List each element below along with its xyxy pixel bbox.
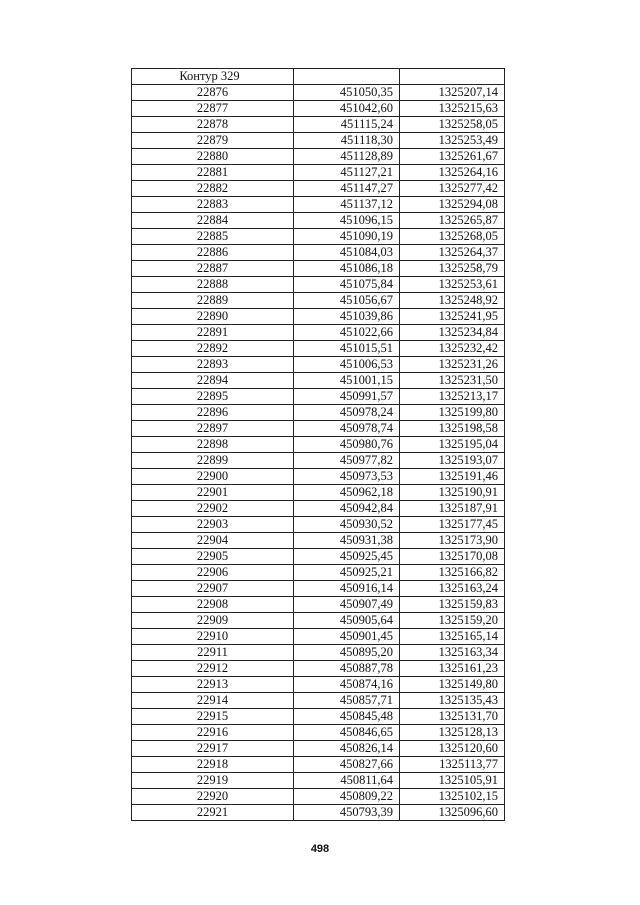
- point-number-cell: 22879: [132, 133, 294, 149]
- y-coordinate-cell: 1325170,08: [400, 549, 505, 565]
- point-number-cell: 22893: [132, 357, 294, 373]
- point-number-cell: 22902: [132, 501, 294, 517]
- point-number-cell: 22920: [132, 789, 294, 805]
- y-coordinate-cell: 1325213,17: [400, 389, 505, 405]
- table-row: [132, 85, 505, 101]
- x-coordinate-cell: 450793,39: [294, 805, 400, 821]
- point-number-cell: 22898: [132, 437, 294, 453]
- x-coordinate-cell: 451039,86: [294, 309, 400, 325]
- contour-title: Контур 329: [132, 69, 294, 85]
- table-row: [132, 805, 505, 821]
- point-number-cell: 22918: [132, 757, 294, 773]
- x-coordinate-cell: 451056,67: [294, 293, 400, 309]
- table-row: [132, 661, 505, 677]
- y-coordinate-cell: 1325166,82: [400, 565, 505, 581]
- point-number-cell: 22887: [132, 261, 294, 277]
- point-number-cell: 22882: [132, 181, 294, 197]
- point-number-cell: 22881: [132, 165, 294, 181]
- table-row: [132, 629, 505, 645]
- x-coordinate-cell: 450901,45: [294, 629, 400, 645]
- x-coordinate-cell: 451090,19: [294, 229, 400, 245]
- point-number-cell: 22910: [132, 629, 294, 645]
- point-number-cell: 22917: [132, 741, 294, 757]
- y-coordinate-cell: 1325105,91: [400, 773, 505, 789]
- x-coordinate-cell: 450907,49: [294, 597, 400, 613]
- y-coordinate-cell: 1325131,70: [400, 709, 505, 725]
- x-coordinate-cell: 450930,52: [294, 517, 400, 533]
- point-number-cell: 22912: [132, 661, 294, 677]
- point-number-cell: 22889: [132, 293, 294, 309]
- x-coordinate-cell: 450905,64: [294, 613, 400, 629]
- coordinates-table: [131, 68, 505, 821]
- point-number-cell: 22908: [132, 597, 294, 613]
- y-coordinate-cell: 1325191,46: [400, 469, 505, 485]
- page-number: 498: [310, 843, 330, 855]
- x-coordinate-cell: 451147,27: [294, 181, 400, 197]
- x-coordinate-cell: 451015,51: [294, 341, 400, 357]
- x-coordinate-cell: 450826,14: [294, 741, 400, 757]
- y-coordinate-cell: 1325215,63: [400, 101, 505, 117]
- point-number-cell: 22891: [132, 325, 294, 341]
- point-number-cell: 22901: [132, 485, 294, 501]
- x-coordinate-cell: 450811,64: [294, 773, 400, 789]
- y-coordinate-cell: 1325258,05: [400, 117, 505, 133]
- y-coordinate-cell: 1325258,79: [400, 261, 505, 277]
- table-row: [132, 549, 505, 565]
- y-coordinate-cell: 1325135,43: [400, 693, 505, 709]
- table-row: [132, 421, 505, 437]
- x-coordinate-cell: 451075,84: [294, 277, 400, 293]
- y-coordinate-cell: 1325231,50: [400, 373, 505, 389]
- point-number-cell: 22884: [132, 213, 294, 229]
- y-coordinate-cell: 1325277,42: [400, 181, 505, 197]
- x-coordinate-cell: 451137,12: [294, 197, 400, 213]
- table-header-row: [132, 69, 505, 85]
- table-row: [132, 149, 505, 165]
- point-number-cell: 22909: [132, 613, 294, 629]
- point-number-cell: 22897: [132, 421, 294, 437]
- y-coordinate-cell: 1325207,14: [400, 85, 505, 101]
- point-number-cell: 22921: [132, 805, 294, 821]
- y-coordinate-cell: 1325253,49: [400, 133, 505, 149]
- y-coordinate-cell: 1325161,23: [400, 661, 505, 677]
- x-coordinate-cell: 450809,22: [294, 789, 400, 805]
- table-row: [132, 389, 505, 405]
- point-number-cell: 22904: [132, 533, 294, 549]
- y-coordinate-cell: 1325163,24: [400, 581, 505, 597]
- table-row: [132, 773, 505, 789]
- point-number-cell: 22907: [132, 581, 294, 597]
- point-number-cell: 22890: [132, 309, 294, 325]
- point-number-cell: 22899: [132, 453, 294, 469]
- table-row: [132, 261, 505, 277]
- y-coordinate-cell: 1325241,95: [400, 309, 505, 325]
- point-number-cell: 22895: [132, 389, 294, 405]
- table-row: [132, 373, 505, 389]
- point-number-cell: 22883: [132, 197, 294, 213]
- x-coordinate-cell: 450942,84: [294, 501, 400, 517]
- point-number-cell: 22913: [132, 677, 294, 693]
- table-row: [132, 117, 505, 133]
- point-number-cell: 22880: [132, 149, 294, 165]
- x-coordinate-cell: 450846,65: [294, 725, 400, 741]
- table-row: [132, 213, 505, 229]
- x-coordinate-cell: 450916,14: [294, 581, 400, 597]
- x-coordinate-cell: 450973,53: [294, 469, 400, 485]
- x-coordinate-cell: 451001,15: [294, 373, 400, 389]
- x-coordinate-cell: 451050,35: [294, 85, 400, 101]
- x-coordinate-cell: 450962,18: [294, 485, 400, 501]
- x-coordinate-cell: 450980,76: [294, 437, 400, 453]
- table-row: [132, 709, 505, 725]
- y-coordinate-cell: 1325264,16: [400, 165, 505, 181]
- table-row: [132, 501, 505, 517]
- x-coordinate-cell: 450845,48: [294, 709, 400, 725]
- x-coordinate-cell: 451042,60: [294, 101, 400, 117]
- table-row: [132, 133, 505, 149]
- point-number-cell: 22885: [132, 229, 294, 245]
- point-number-cell: 22916: [132, 725, 294, 741]
- point-number-cell: 22894: [132, 373, 294, 389]
- point-number-cell: 22892: [132, 341, 294, 357]
- y-coordinate-cell: 1325232,42: [400, 341, 505, 357]
- point-number-cell: 22876: [132, 85, 294, 101]
- point-number-cell: 22906: [132, 565, 294, 581]
- table-row: [132, 581, 505, 597]
- y-coordinate-cell: 1325102,15: [400, 789, 505, 805]
- point-number-cell: 22915: [132, 709, 294, 725]
- table-row: [132, 677, 505, 693]
- x-coordinate-cell: 451086,18: [294, 261, 400, 277]
- table-row: [132, 293, 505, 309]
- table-row: [132, 341, 505, 357]
- x-coordinate-cell: 450857,71: [294, 693, 400, 709]
- point-number-cell: 22896: [132, 405, 294, 421]
- x-coordinate-cell: 451115,24: [294, 117, 400, 133]
- y-coordinate-cell: 1325265,87: [400, 213, 505, 229]
- y-coordinate-cell: 1325187,91: [400, 501, 505, 517]
- point-number-cell: 22905: [132, 549, 294, 565]
- table-row: [132, 725, 505, 741]
- table-row: [132, 245, 505, 261]
- point-number-cell: 22914: [132, 693, 294, 709]
- x-coordinate-cell: 450925,45: [294, 549, 400, 565]
- y-coordinate-cell: 1325294,08: [400, 197, 505, 213]
- table-row: [132, 645, 505, 661]
- point-number-cell: 22900: [132, 469, 294, 485]
- x-coordinate-cell: 451006,53: [294, 357, 400, 373]
- y-coordinate-cell: 1325193,07: [400, 453, 505, 469]
- y-coordinate-cell: 1325199,80: [400, 405, 505, 421]
- y-coordinate-cell: 1325113,77: [400, 757, 505, 773]
- x-coordinate-cell: 450895,20: [294, 645, 400, 661]
- y-coordinate-cell: 1325234,84: [400, 325, 505, 341]
- point-number-cell: 22911: [132, 645, 294, 661]
- x-coordinate-cell: 451096,15: [294, 213, 400, 229]
- x-coordinate-cell: 450991,57: [294, 389, 400, 405]
- table-row: [132, 277, 505, 293]
- y-coordinate-cell: 1325163,34: [400, 645, 505, 661]
- table-row: [132, 485, 505, 501]
- table-row: [132, 613, 505, 629]
- table-row: [132, 757, 505, 773]
- header-empty-cell: [294, 69, 400, 85]
- x-coordinate-cell: 450931,38: [294, 533, 400, 549]
- header-empty-cell: [400, 69, 505, 85]
- x-coordinate-cell: 450827,66: [294, 757, 400, 773]
- y-coordinate-cell: 1325268,05: [400, 229, 505, 245]
- y-coordinate-cell: 1325173,90: [400, 533, 505, 549]
- table-row: [132, 325, 505, 341]
- x-coordinate-cell: 450887,78: [294, 661, 400, 677]
- table-row: [132, 309, 505, 325]
- y-coordinate-cell: 1325198,58: [400, 421, 505, 437]
- table-row: [132, 565, 505, 581]
- x-coordinate-cell: 450978,24: [294, 405, 400, 421]
- table-row: [132, 181, 505, 197]
- y-coordinate-cell: 1325261,67: [400, 149, 505, 165]
- table-row: [132, 453, 505, 469]
- table-row: [132, 693, 505, 709]
- y-coordinate-cell: 1325177,45: [400, 517, 505, 533]
- y-coordinate-cell: 1325264,37: [400, 245, 505, 261]
- x-coordinate-cell: 450874,16: [294, 677, 400, 693]
- y-coordinate-cell: 1325248,92: [400, 293, 505, 309]
- x-coordinate-cell: 450925,21: [294, 565, 400, 581]
- table-body: [132, 69, 505, 821]
- point-number-cell: 22903: [132, 517, 294, 533]
- table-row: [132, 357, 505, 373]
- x-coordinate-cell: 451084,03: [294, 245, 400, 261]
- table-row: [132, 597, 505, 613]
- x-coordinate-cell: 450978,74: [294, 421, 400, 437]
- table-row: [132, 197, 505, 213]
- table-row: [132, 741, 505, 757]
- y-coordinate-cell: 1325120,60: [400, 741, 505, 757]
- table-row: [132, 165, 505, 181]
- table-row: [132, 789, 505, 805]
- point-number-cell: 22886: [132, 245, 294, 261]
- x-coordinate-cell: 451118,30: [294, 133, 400, 149]
- x-coordinate-cell: 451022,66: [294, 325, 400, 341]
- point-number-cell: 22878: [132, 117, 294, 133]
- y-coordinate-cell: 1325195,04: [400, 437, 505, 453]
- x-coordinate-cell: 451128,89: [294, 149, 400, 165]
- table-row: [132, 437, 505, 453]
- y-coordinate-cell: 1325190,91: [400, 485, 505, 501]
- table-row: [132, 517, 505, 533]
- table-row: [132, 229, 505, 245]
- y-coordinate-cell: 1325128,13: [400, 725, 505, 741]
- y-coordinate-cell: 1325253,61: [400, 277, 505, 293]
- x-coordinate-cell: 451127,21: [294, 165, 400, 181]
- y-coordinate-cell: 1325096,60: [400, 805, 505, 821]
- y-coordinate-cell: 1325165,14: [400, 629, 505, 645]
- table-row: [132, 101, 505, 117]
- y-coordinate-cell: 1325231,26: [400, 357, 505, 373]
- x-coordinate-cell: 450977,82: [294, 453, 400, 469]
- table-row: [132, 469, 505, 485]
- y-coordinate-cell: 1325159,83: [400, 597, 505, 613]
- table-row: [132, 533, 505, 549]
- point-number-cell: 22888: [132, 277, 294, 293]
- table-row: [132, 405, 505, 421]
- point-number-cell: 22877: [132, 101, 294, 117]
- y-coordinate-cell: 1325149,80: [400, 677, 505, 693]
- y-coordinate-cell: 1325159,20: [400, 613, 505, 629]
- point-number-cell: 22919: [132, 773, 294, 789]
